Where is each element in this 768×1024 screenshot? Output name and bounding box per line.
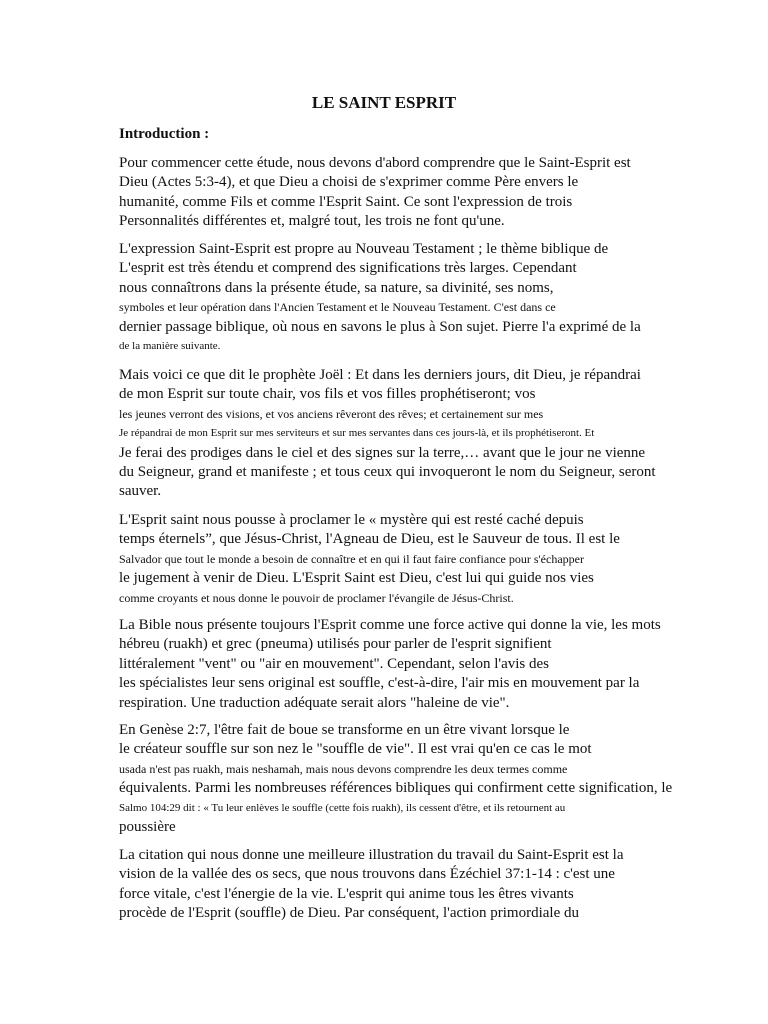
text-line: En Genèse 2:7, l'être fait de boue se transforme en un être vivant lorsque le [119, 722, 570, 738]
text-line: Mais voici ce que dit le prophète Joël : Et dans les derniers jours, dit Dieu, je répandrai [119, 367, 641, 383]
text-line: Je répandrai de mon Esprit sur mes serviteurs et sur mes servantes dans ces jours-là, et ils prophétiseront. Et [119, 427, 595, 440]
paragraph-3 [119, 366, 679, 502]
paragraph-5 [119, 616, 679, 713]
text-line: hébreu (ruakh) et grec (pneuma) utilisés pour parler de l'esprit signifient [119, 636, 552, 653]
text-line: usada n'est pas ruakh, mais neshamah, mais nous devons comprendre les deux termes comme [119, 761, 568, 776]
text-line: Pour commencer cette étude, nous devons d'abord comprendre que le Saint-Esprit est [119, 155, 631, 171]
text-line: humanité, comme Fils et comme l'Esprit Saint. Ce sont l'expression de trois [119, 193, 573, 210]
paragraph-1 [119, 154, 679, 232]
paragraph-6 [119, 721, 679, 837]
text-line: comme croyants et nous donne le pouvoir de proclamer l'évangile de Jésus-Christ. [119, 590, 514, 605]
text-line: littéralement "vent" ou "air en mouvement". Cependant, selon l'avis des [119, 655, 549, 672]
text-line: Salmo 104:29 dit : « Tu leur enlèves le souffle (cette fois ruakh), ils cessent d'être, et ils retournent au [119, 801, 566, 814]
text-line: La citation qui nous donne une meilleure illustration du travail du Saint-Esprit est la [119, 847, 624, 863]
text-line: force vitale, c'est l'énergie de la vie. L'esprit qui anime tous les êtres vivants [119, 885, 574, 902]
text-line: temps éternels”, que Jésus-Christ, l'Agneau de Dieu, est le Sauveur de tous. Il est le [119, 531, 620, 548]
text-line: de mon Esprit sur toute chair, vos fils et vos filles prophétiseront; vos [119, 386, 536, 403]
text-line: La Bible nous présente toujours l'Esprit comme une force active qui donne la vie, les mots [119, 617, 661, 633]
document-title: LE SAINT ESPRIT [311, 93, 457, 112]
text-line: le créateur souffle sur son nez le "souffle de vie". Il est vrai qu'en ce cas le mot [119, 741, 592, 758]
paragraph-2 [119, 240, 679, 356]
text-line: procède de l'Esprit (souffle) de Dieu. Par conséquent, l'action primordiale du [119, 905, 579, 922]
paragraph-7 [119, 846, 679, 924]
text-line: Dieu (Actes 5:3-4), et que Dieu a choisi de s'exprimer comme Père envers le [119, 174, 579, 191]
paragraph-4 [119, 511, 679, 608]
text-line: Je ferai des prodiges dans le ciel et des signes sur la terre,… avant que le jour ne vienne [119, 444, 646, 461]
text-line: poussière [119, 818, 176, 835]
text-line: sauver. [119, 483, 162, 500]
text-line: le jugement à venir de Dieu. L'Esprit Saint est Dieu, c'est lui qui guide nos vies [119, 570, 594, 587]
text-line: équivalents. Parmi les nombreuses références bibliques qui confirment cette signification, le [119, 780, 673, 797]
intro-heading: Introduction : [119, 126, 210, 142]
text-line: L'expression Saint-Esprit est propre au Nouveau Testament ; le thème biblique de [119, 241, 609, 257]
text-line: symboles et leur opération dans l'Ancien Testament et le Nouveau Testament. C'est dans ce [119, 300, 556, 315]
text-line: du Seigneur, grand et manifeste ; et tous ceux qui invoqueront le nom du Seigneur, seront [119, 463, 656, 480]
text-line: respiration. Une traduction adéquate serait alors "haleine de vie". [119, 694, 510, 711]
text-line: nous connaîtrons dans la présente étude, sa nature, sa divinité, ses noms, [119, 279, 554, 296]
text-line: L'Esprit saint nous pousse à proclamer le « mystère qui est resté caché depuis [119, 512, 584, 528]
text-line: les spécialistes leur sens original est souffle, c'est-à-dire, l'air mis en mouvement par la [119, 675, 640, 692]
text-line: vision de la vallée des os secs, que nous trouvons dans Ézéchiel 37:1-14 : c'est une [119, 866, 615, 883]
text-line: L'esprit est très étendu et comprend des significations très larges. Cependant [119, 260, 577, 277]
text-line: Personnalités différentes et, malgré tout, les trois ne font qu'une. [119, 213, 505, 230]
text-line: dernier passage biblique, où nous en savons le plus à Son sujet. Pierre l'a exprimé de la [119, 318, 641, 335]
text-line: de la manière suivante. [119, 339, 221, 352]
text-line: les jeunes verront des visions, et vos anciens rêveront des rêves; et certainement sur mes [119, 406, 544, 421]
text-line: Salvador que tout le monde a besoin de connaître et en qui il faut faire confiance pour s'échapper [119, 551, 584, 566]
